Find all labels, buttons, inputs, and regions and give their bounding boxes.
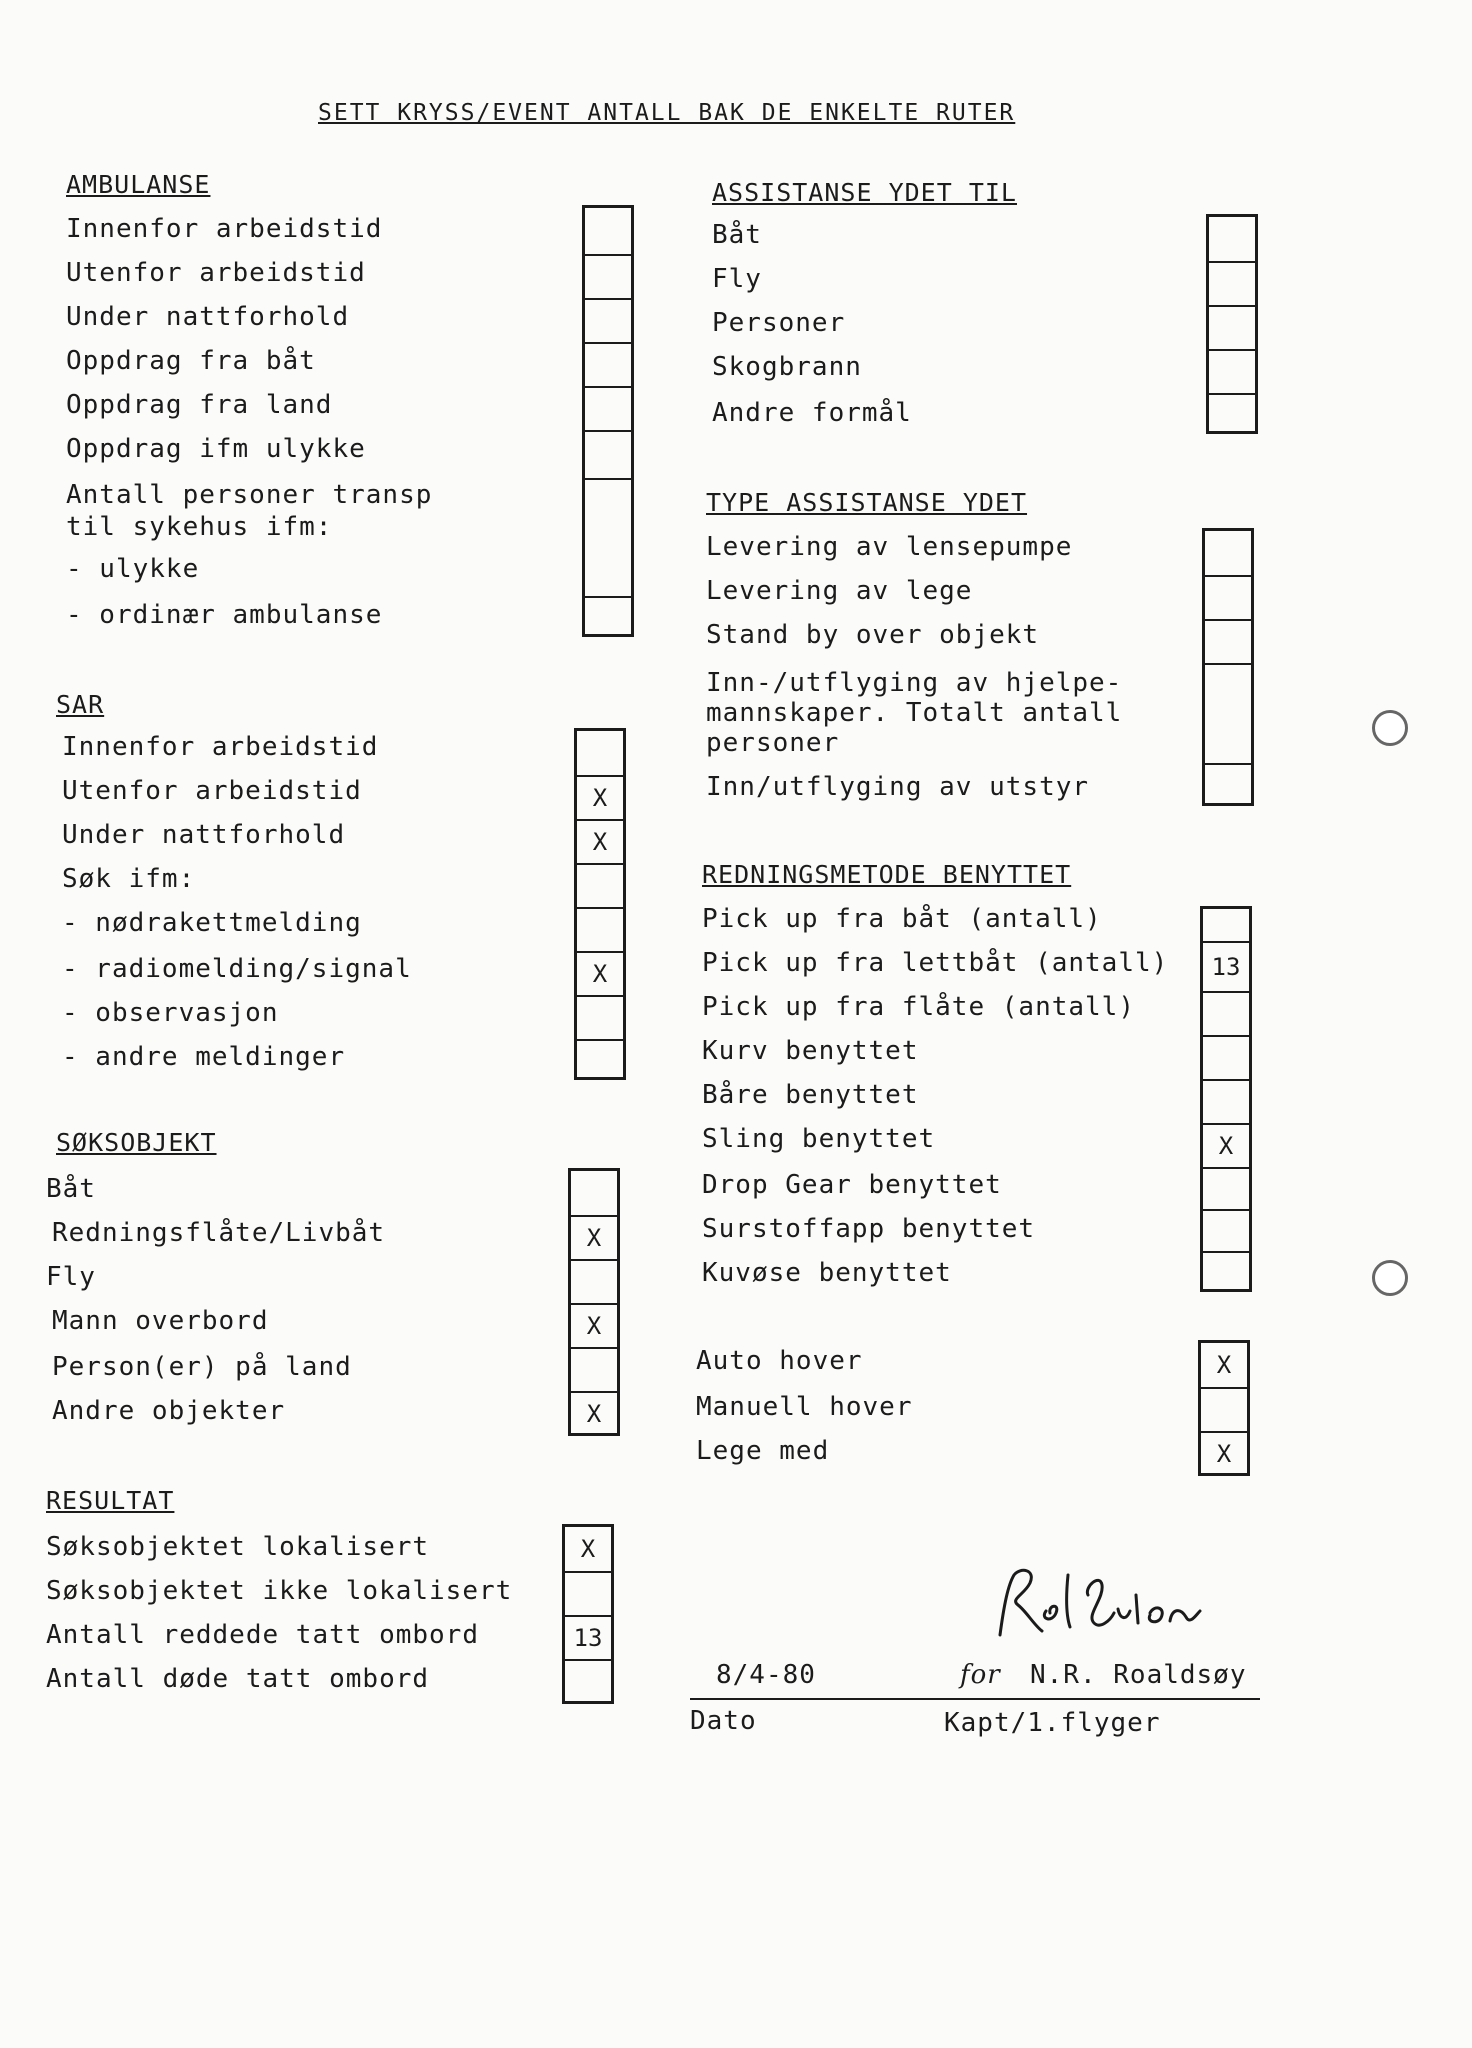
signer-label: Kapt/1.flyger [944,1708,1161,1738]
checkbox[interactable] [1203,1167,1249,1209]
checkbox[interactable] [1205,763,1251,805]
assistanse-line: Personer [712,308,846,338]
checkbox[interactable] [585,386,631,430]
signature-line [690,1698,1260,1700]
checkbox[interactable]: X [580,1535,596,1563]
checkbox[interactable] [585,342,631,386]
checkbox[interactable] [1209,305,1255,349]
soksobjekt-line: Båt [46,1174,96,1204]
soksobjekt-heading: SØKSOBJEKT [56,1128,217,1157]
checkbox[interactable] [1209,261,1255,305]
checkbox[interactable] [565,1571,611,1615]
checkbox[interactable] [1209,349,1255,393]
hover-line: Auto hover [696,1346,863,1376]
assistanse-line: Andre formål [712,398,912,428]
punch-hole [1372,1260,1408,1296]
soksobjekt-line: Fly [46,1262,96,1292]
checkbox[interactable] [585,254,631,298]
ambulanse-heading: AMBULANSE [66,170,211,199]
checkbox[interactable] [1205,663,1251,763]
ambulanse-line: Oppdrag fra land [66,390,333,420]
checkbox[interactable] [577,995,623,1039]
resultat-heading: RESULTAT [46,1486,175,1515]
hover-line: Manuell hover [696,1392,913,1422]
form-title: SETT KRYSS/EVENT ANTALL BAK DE ENKELTE RUTER [318,100,1016,126]
redningsmetode-heading: REDNINGSMETODE BENYTTET [702,860,1072,889]
signer-prefix: for [960,1660,1001,1690]
handwritten-signature [990,1565,1250,1645]
checkbox[interactable]: X [1203,1123,1249,1167]
redningsmetode-line: Båre benyttet [702,1080,919,1110]
hover-line: Lege med [696,1436,830,1466]
type-assistanse-line: Levering av lensepumpe [706,532,1073,562]
checkbox[interactable]: X [577,775,623,819]
resultat-checkbox-column [562,1524,614,1704]
type-assistanse-heading: TYPE ASSISTANSE YDET [706,488,1028,517]
resultat-line: Søksobjektet lokalisert [46,1532,430,1562]
checkbox[interactable]: X [577,951,623,995]
resultat-line: Antall døde tatt ombord [46,1664,430,1694]
ambulanse-line: Oppdrag ifm ulykke [66,434,366,464]
checkbox[interactable] [585,298,631,342]
type-assistanse-line: Levering av lege [706,576,973,606]
ambulanse-line: Innenfor arbeidstid [66,214,383,244]
assistanse-line: Skogbrann [712,352,862,382]
checkbox[interactable] [1209,217,1255,261]
date-value: 8/4-80 [716,1660,816,1690]
punch-hole [1372,710,1408,746]
soksobjekt-line: Andre objekter [52,1396,286,1426]
assistanse-line: Fly [712,264,762,294]
checkbox[interactable] [571,1259,617,1303]
soksobjekt-line: Redningsflåte/Livbåt [52,1218,386,1248]
type-assistanse-line: mannskaper. Totalt antall [706,698,1123,728]
redningsmetode-line: Kurv benyttet [702,1036,919,1066]
checkbox[interactable] [1203,1079,1249,1123]
checkbox[interactable] [1203,1035,1249,1079]
checkbox[interactable] [571,1347,617,1391]
sar-heading: SAR [56,690,105,719]
sar-line: Under nattforhold [62,820,346,850]
checkbox[interactable] [577,731,623,775]
checkbox[interactable]: X [1216,1351,1232,1379]
resultat-line: Antall reddede tatt ombord [46,1620,479,1650]
checkbox[interactable] [1203,1251,1249,1291]
signer-name: N.R. Roaldsøy [1030,1660,1247,1690]
type-assistanse-line: Stand by over objekt [706,620,1040,650]
checkbox[interactable]: X [571,1391,617,1435]
checkbox[interactable] [1203,991,1249,1035]
redningsmetode-checkbox-column [1200,906,1252,1292]
sar-checkbox-column [574,728,626,1080]
assistanse-checkbox-column [1206,214,1258,434]
checkbox[interactable] [571,1171,617,1215]
checkbox[interactable] [585,208,631,254]
ambulanse-line: til sykehus ifm: [66,512,333,542]
assistanse-heading: ASSISTANSE YDET TIL [712,178,1017,207]
checkbox[interactable] [585,596,631,636]
sar-line: Innenfor arbeidstid [62,732,379,762]
assistanse-line: Båt [712,220,762,250]
sar-line: - nødrakettmelding [62,908,362,938]
checkbox[interactable] [1209,393,1255,433]
redningsmetode-line: Pick up fra lettbåt (antall) [702,948,1169,978]
sar-line: Utenfor arbeidstid [62,776,362,806]
checkbox[interactable]: X [577,819,623,863]
checkbox[interactable]: X [571,1215,617,1259]
checkbox[interactable]: X [1201,1431,1247,1475]
checkbox[interactable] [577,907,623,951]
soksobjekt-line: Person(er) på land [52,1352,352,1382]
sar-line: - radiomelding/signal [62,954,412,984]
checkbox[interactable]: 13 [565,1615,611,1659]
hover-checkbox-column [1198,1340,1250,1476]
ambulanse-line: Utenfor arbeidstid [66,258,366,288]
checkbox[interactable] [1203,1209,1249,1251]
ambulanse-checkbox-column [582,205,634,637]
checkbox[interactable] [565,1659,611,1703]
checkbox[interactable] [585,478,631,596]
date-label: Dato [690,1706,757,1736]
checkbox[interactable] [1203,909,1249,941]
ambulanse-line: Under nattforhold [66,302,350,332]
ambulanse-line: Antall personer transp [66,480,433,510]
redningsmetode-line: Drop Gear benyttet [702,1170,1002,1200]
checkbox[interactable] [1201,1387,1247,1431]
resultat-line: Søksobjektet ikke lokalisert [46,1576,513,1606]
type-assistanse-line: personer [706,728,840,758]
checkbox[interactable] [577,863,623,907]
checkbox[interactable]: X [571,1303,617,1347]
checkbox[interactable] [1205,531,1251,575]
sar-line: - andre meldinger [62,1042,346,1072]
redningsmetode-line: Pick up fra flåte (antall) [702,992,1135,1022]
type-assistanse-line: Inn-/utflyging av hjelpe- [706,668,1123,698]
redningsmetode-line: Kuvøse benyttet [702,1258,952,1288]
redningsmetode-line: Surstoffapp benyttet [702,1214,1036,1244]
ambulanse-line: - ordinær ambulanse [66,600,383,630]
ambulanse-line: Oppdrag fra båt [66,346,316,376]
redningsmetode-line: Sling benyttet [702,1124,936,1154]
checkbox[interactable]: 13 [1203,941,1249,991]
checkbox[interactable] [1205,619,1251,663]
ambulanse-line: - ulykke [66,554,200,584]
sar-line: - observasjon [62,998,279,1028]
type-assistanse-checkbox-column [1202,528,1254,806]
type-assistanse-line: Inn/utflyging av utstyr [706,772,1090,802]
checkbox[interactable] [1205,575,1251,619]
checkbox[interactable] [585,430,631,478]
soksobjekt-line: Mann overbord [52,1306,269,1336]
sar-line: Søk ifm: [62,864,196,894]
soksobjekt-checkbox-column [568,1168,620,1436]
checkbox[interactable] [577,1039,623,1079]
redningsmetode-line: Pick up fra båt (antall) [702,904,1102,934]
